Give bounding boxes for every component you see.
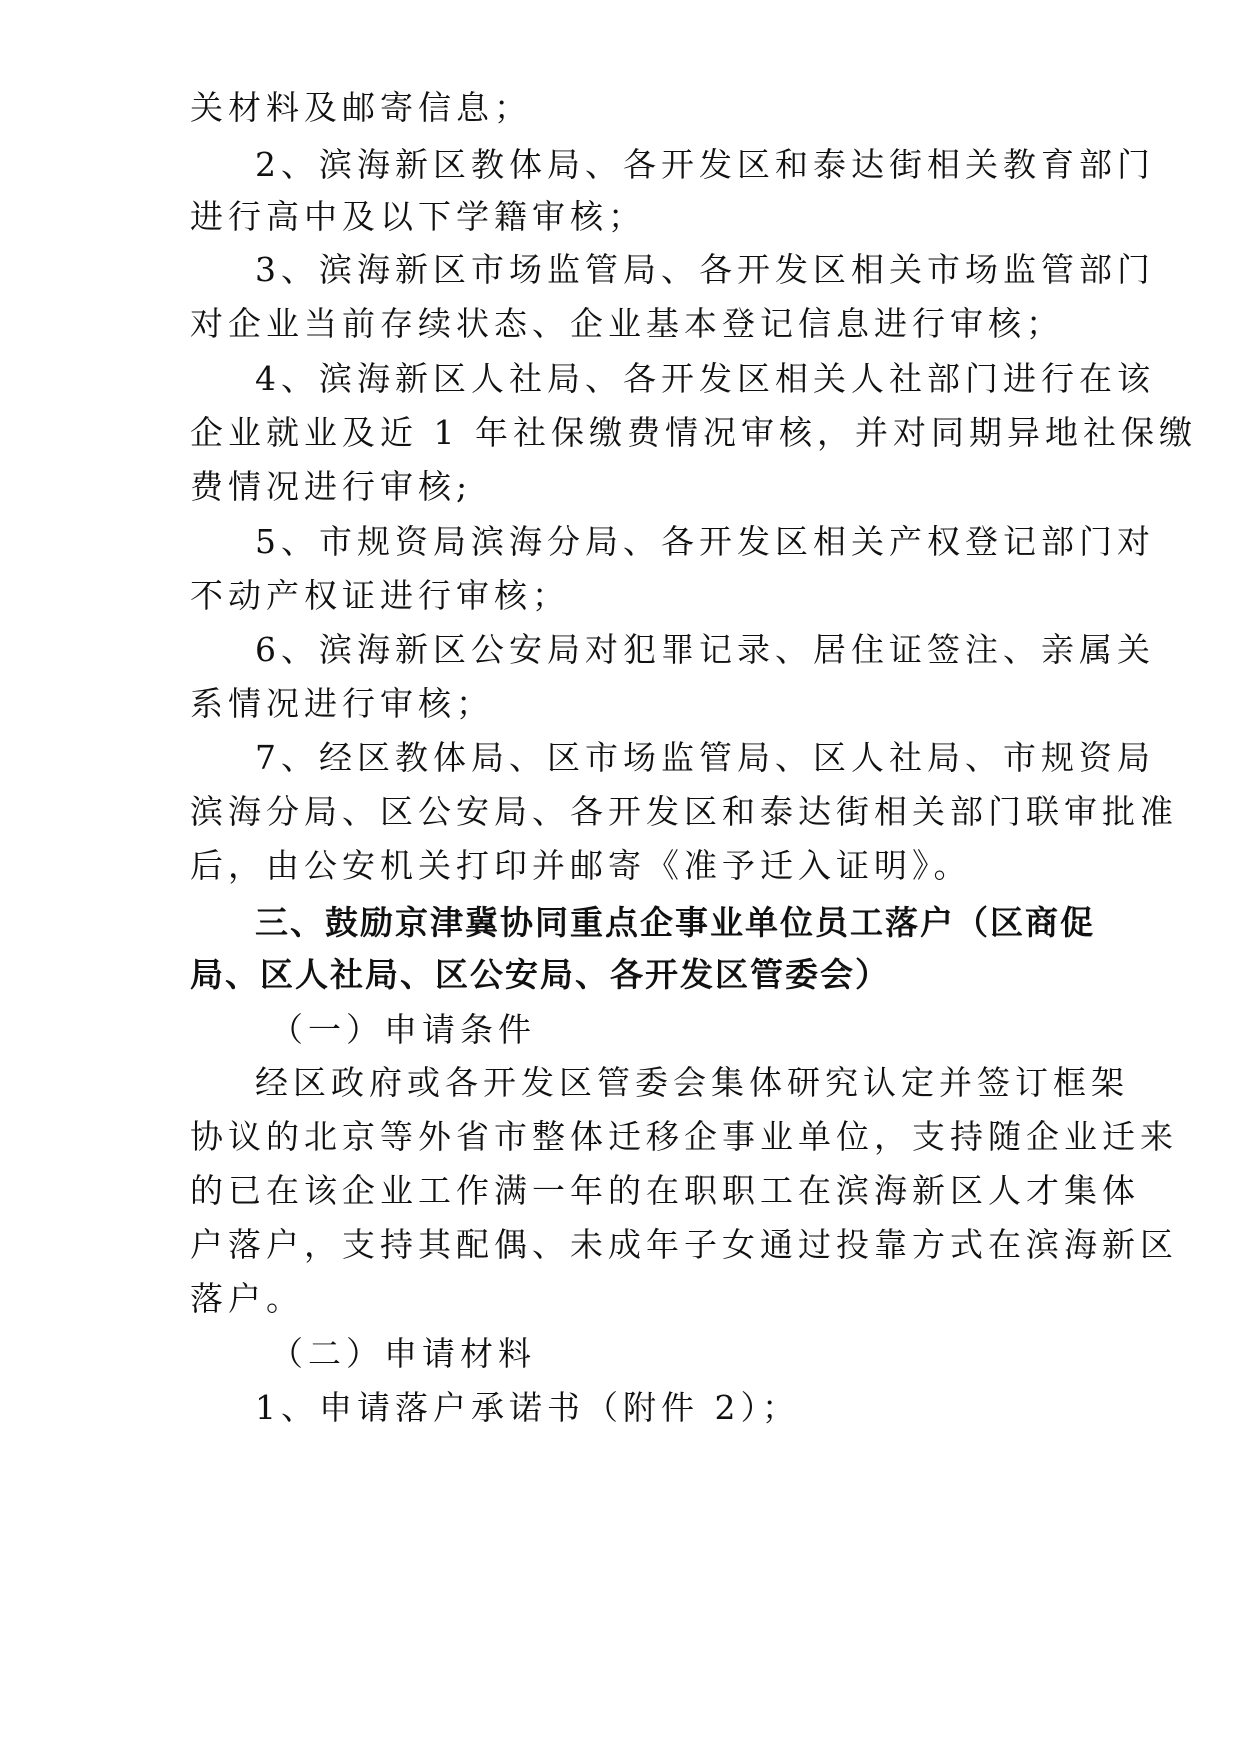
paragraph-line: 户落户，支持其配偶、未成年子女通过投靠方式在滨海新区 bbox=[190, 1225, 1178, 1264]
text-line: 系情况进行审核； bbox=[190, 684, 494, 723]
text-line: 费情况进行审核; bbox=[190, 467, 473, 506]
list-item-1: 1、申请落户承诺书（附件 2）； bbox=[255, 1388, 800, 1427]
section-heading-continued: 局、区人社局、区公安局、各开发区管委会） bbox=[190, 955, 890, 994]
text-line: 进行高中及以下学籍审核； bbox=[190, 197, 646, 236]
subsection-heading: （二）申请材料 bbox=[270, 1334, 536, 1373]
paragraph-line: 协议的北京等外省市整体迁移企事业单位，支持随企业迁来 bbox=[190, 1117, 1178, 1156]
list-item-3: 3、滨海新区市场监管局、各开发区相关市场监管部门 bbox=[255, 250, 1155, 289]
text-line: 关材料及邮寄信息； bbox=[190, 88, 532, 127]
paragraph-line: 的已在该企业工作满一年的在职职工在滨海新区人才集体 bbox=[190, 1171, 1140, 1210]
text-line: 后，由公安机关打印并邮寄《准予迁入证明》。 bbox=[190, 846, 972, 885]
text-line: 对企业当前存续状态、企业基本登记信息进行审核； bbox=[190, 304, 1064, 343]
list-item-2: 2、滨海新区教体局、各开发区和泰达街相关教育部门 bbox=[255, 145, 1155, 184]
list-item-7: 7、经区教体局、区市场监管局、区人社局、市规资局 bbox=[255, 738, 1155, 777]
list-item-6: 6、滨海新区公安局对犯罪记录、居住证签注、亲属关 bbox=[255, 630, 1155, 669]
list-item-4: 4、滨海新区人社局、各开发区相关人社部门进行在该 bbox=[255, 359, 1155, 398]
text-line: 滨海分局、区公安局、各开发区和泰达街相关部门联审批准 bbox=[190, 792, 1178, 831]
subsection-heading: （一）申请条件 bbox=[270, 1010, 536, 1049]
text-line: 企业就业及近 1 年社保缴费情况审核，并对同期异地社保缴 bbox=[190, 413, 1197, 452]
paragraph-line: 落户。 bbox=[190, 1279, 304, 1318]
section-heading: 三、鼓励京津冀协同重点企事业单位员工落户（区商促 bbox=[255, 903, 1095, 942]
list-item-5: 5、市规资局滨海分局、各开发区相关产权登记部门对 bbox=[255, 522, 1155, 561]
paragraph-line: 经区政府或各开发区管委会集体研究认定并签订框架 bbox=[255, 1063, 1129, 1102]
text-line: 不动产权证进行审核； bbox=[190, 576, 570, 615]
